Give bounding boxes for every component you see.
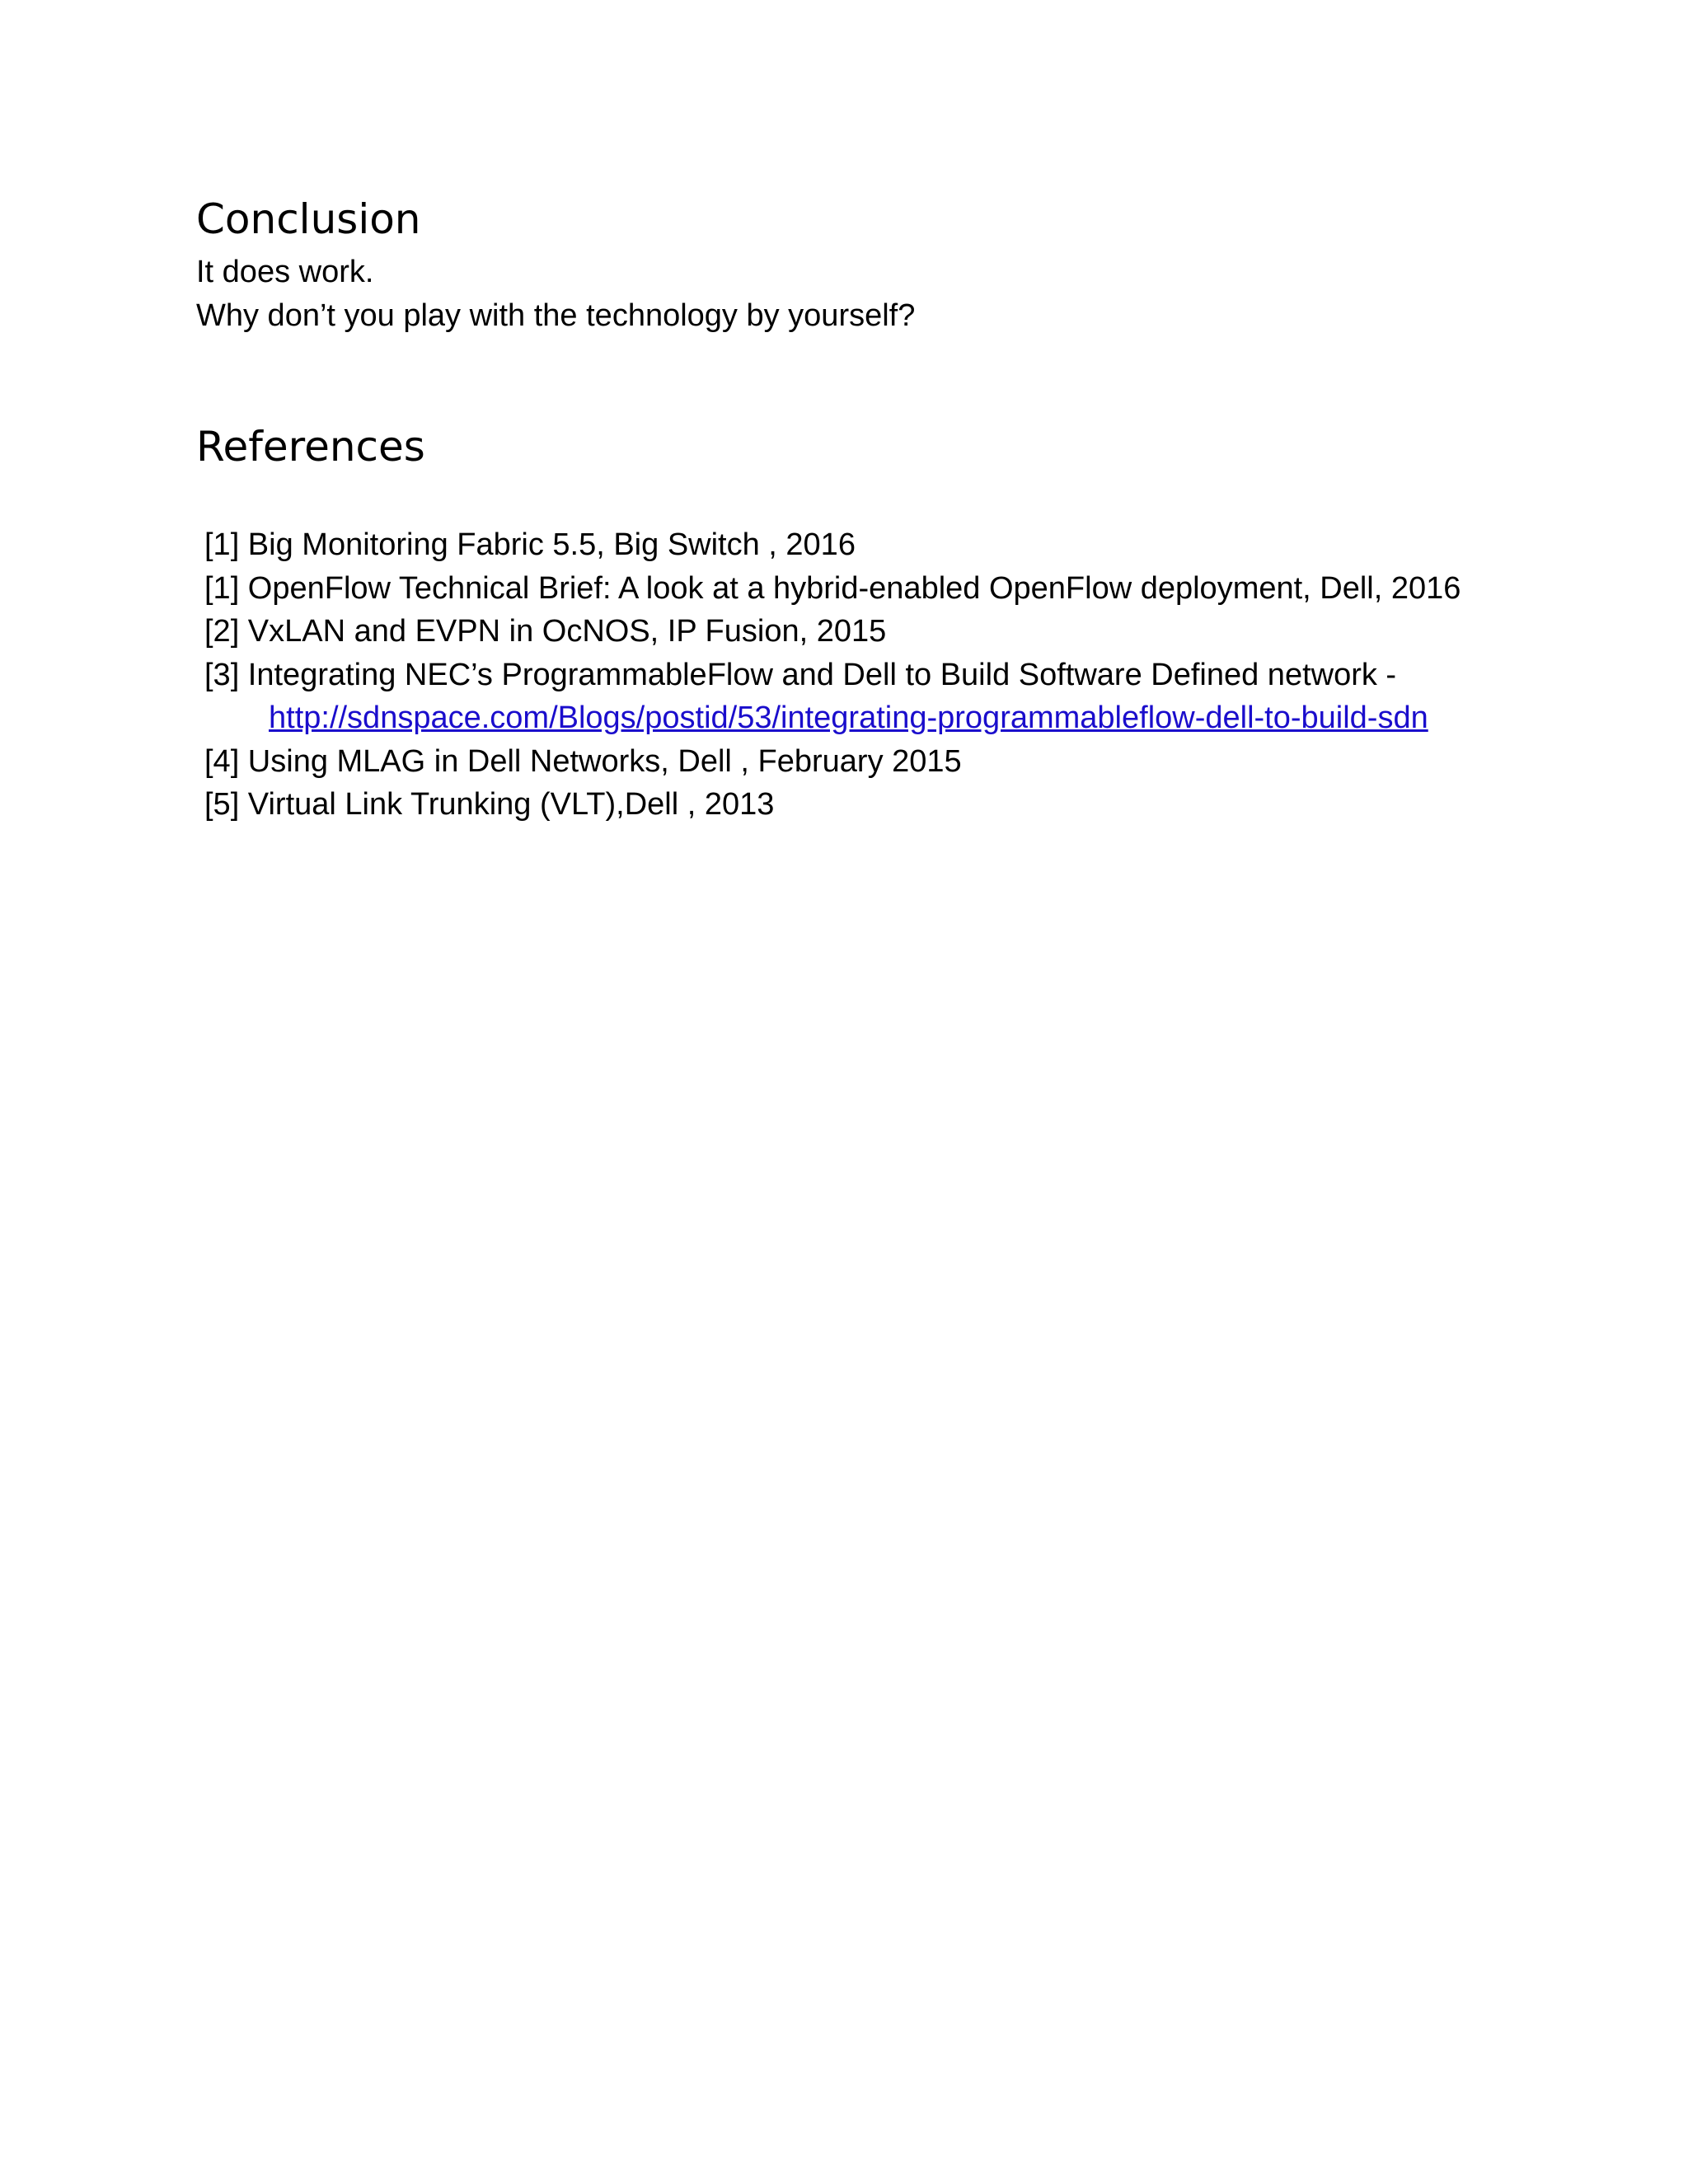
references-list bbox=[204, 523, 1461, 827]
reference-text: [1] OpenFlow Technical Brief: A look at a hybrid-enabled OpenFlow deployment, Dell, 2016 bbox=[204, 570, 1461, 606]
reference-text: [4] Using MLAG in Dell Networks, Dell , February 2015 bbox=[204, 743, 962, 779]
conclusion-paragraph-2: Why don’t you play with the technology by yourself? bbox=[196, 298, 916, 333]
references-heading: References bbox=[196, 423, 425, 471]
reference-item-5 bbox=[204, 740, 1461, 784]
conclusion-paragraph-1: It does work. bbox=[196, 255, 374, 289]
conclusion-heading: Conclusion bbox=[196, 195, 421, 243]
reference-item-3 bbox=[204, 610, 1461, 654]
reference-text: [5] Virtual Link Trunking (VLT),Dell , 2013 bbox=[204, 787, 775, 822]
reference-item-4 bbox=[204, 654, 1461, 740]
reference-link[interactable]: http://sdnspace.com/Blogs/postid/53/integrating-programmableflow-dell-to-build-sdn bbox=[269, 701, 1428, 735]
reference-item-6 bbox=[204, 783, 1461, 827]
reference-text: [3] Integrating NEC’s ProgrammableFlow and Dell to Build Software Defined network - bbox=[204, 657, 1397, 692]
reference-text: [1] Big Monitoring Fabric 5.5, Big Switch , 2016 bbox=[204, 527, 856, 562]
reference-item-1 bbox=[204, 523, 1461, 567]
reference-link-line bbox=[204, 696, 1461, 740]
reference-item-2 bbox=[204, 567, 1461, 611]
reference-text: [2] VxLAN and EVPN in OcNOS, IP Fusion, 2015 bbox=[204, 614, 887, 649]
